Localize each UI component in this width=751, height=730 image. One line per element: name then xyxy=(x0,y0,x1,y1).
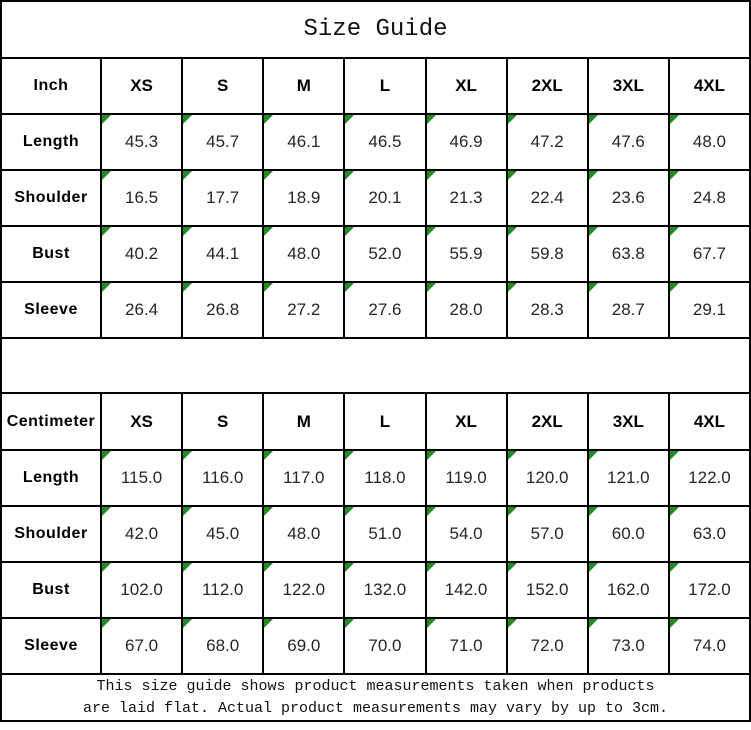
value-cell xyxy=(345,171,426,225)
measurement-value: 48.0 xyxy=(287,524,321,543)
value-cell xyxy=(264,227,345,281)
value-cell xyxy=(264,283,345,337)
row-label: Shoulder xyxy=(2,171,102,225)
excel-flag-triangle-icon xyxy=(345,227,354,236)
value-cell xyxy=(183,115,264,169)
value-cell xyxy=(427,115,508,169)
measurement-value: 152.0 xyxy=(525,580,569,599)
value-cell xyxy=(427,227,508,281)
measurement-value: 46.5 xyxy=(368,132,402,151)
excel-flag-triangle-icon xyxy=(670,507,679,516)
excel-flag-triangle-icon xyxy=(102,227,111,236)
measurement-value: 67.7 xyxy=(692,244,726,263)
value-cell xyxy=(670,283,749,337)
excel-flag-triangle-icon xyxy=(670,619,679,628)
value-cell xyxy=(345,227,426,281)
measurement-value: 112.0 xyxy=(202,580,244,599)
value-cell xyxy=(102,171,183,225)
excel-flag-triangle-icon xyxy=(508,227,517,236)
excel-flag-triangle-icon xyxy=(427,451,436,460)
measurement-value: 54.0 xyxy=(449,524,483,543)
measurement-value: 48.0 xyxy=(692,132,726,151)
excel-flag-triangle-icon xyxy=(508,171,517,180)
table-row-inch-length xyxy=(2,115,749,171)
size-header: XS xyxy=(102,394,183,449)
excel-flag-triangle-icon xyxy=(508,507,517,516)
value-cell xyxy=(345,115,426,169)
measurement-value: 72.0 xyxy=(530,636,564,655)
unit-header-inch: Inch xyxy=(2,59,102,113)
size-header: XL xyxy=(427,59,508,113)
excel-flag-triangle-icon xyxy=(427,619,436,628)
measurement-value: 60.0 xyxy=(611,524,645,543)
measurement-value: 46.1 xyxy=(287,132,321,151)
value-cell xyxy=(102,115,183,169)
excel-flag-triangle-icon xyxy=(102,451,111,460)
value-cell xyxy=(264,619,345,673)
excel-flag-triangle-icon xyxy=(264,507,273,516)
value-cell xyxy=(102,227,183,281)
value-cell xyxy=(670,227,749,281)
table-row-cm-sleeve xyxy=(2,619,749,675)
excel-flag-triangle-icon xyxy=(102,115,111,124)
excel-flag-triangle-icon xyxy=(264,451,273,460)
measurement-value: 26.8 xyxy=(206,300,240,319)
measurement-value: 48.0 xyxy=(287,244,321,263)
excel-flag-triangle-icon xyxy=(508,619,517,628)
value-cell xyxy=(427,451,508,505)
footer-note-line1: This size guide shows product measurements taken when products xyxy=(96,677,655,695)
value-cell xyxy=(102,563,183,617)
row-label: Bust xyxy=(2,227,102,281)
excel-flag-triangle-icon xyxy=(427,115,436,124)
measurement-value: 63.0 xyxy=(692,524,726,543)
table-row-inch-shoulder xyxy=(2,171,749,227)
excel-flag-triangle-icon xyxy=(264,619,273,628)
excel-flag-triangle-icon xyxy=(183,619,192,628)
table-row-inch-sleeve xyxy=(2,283,749,339)
value-cell xyxy=(508,507,589,561)
value-cell xyxy=(183,507,264,561)
value-cell xyxy=(670,451,749,505)
size-header: XS xyxy=(102,59,183,113)
measurement-value: 115.0 xyxy=(120,468,163,487)
measurement-value: 51.0 xyxy=(368,524,402,543)
measurement-value: 67.0 xyxy=(125,636,159,655)
excel-flag-triangle-icon xyxy=(183,507,192,516)
excel-flag-triangle-icon xyxy=(589,283,598,292)
value-cell xyxy=(264,507,345,561)
measurement-value: 44.1 xyxy=(206,244,240,263)
value-cell xyxy=(589,283,670,337)
excel-flag-triangle-icon xyxy=(508,283,517,292)
size-header: 3XL xyxy=(589,394,670,449)
excel-flag-triangle-icon xyxy=(345,563,354,572)
size-header: 2XL xyxy=(508,394,589,449)
value-cell xyxy=(508,283,589,337)
value-cell xyxy=(427,619,508,673)
measurement-value: 28.0 xyxy=(449,300,483,319)
excel-flag-triangle-icon xyxy=(345,507,354,516)
size-header: M xyxy=(264,394,345,449)
value-cell xyxy=(183,563,264,617)
measurement-value: 119.0 xyxy=(445,468,487,487)
measurement-value: 57.0 xyxy=(530,524,564,543)
value-cell xyxy=(183,451,264,505)
table-row-cm-bust xyxy=(2,563,749,619)
row-label: Length xyxy=(2,115,102,169)
excel-flag-triangle-icon xyxy=(102,619,111,628)
value-cell xyxy=(508,115,589,169)
value-cell xyxy=(670,619,749,673)
excel-flag-triangle-icon xyxy=(102,171,111,180)
value-cell xyxy=(427,171,508,225)
measurement-value: 28.3 xyxy=(530,300,564,319)
measurement-value: 69.0 xyxy=(287,636,321,655)
excel-flag-triangle-icon xyxy=(427,227,436,236)
value-cell xyxy=(589,563,670,617)
excel-flag-triangle-icon xyxy=(102,563,111,572)
excel-flag-triangle-icon xyxy=(427,563,436,572)
excel-flag-triangle-icon xyxy=(589,451,598,460)
value-cell xyxy=(589,171,670,225)
measurement-value: 121.0 xyxy=(607,468,650,487)
table-row-inch-bust xyxy=(2,227,749,283)
value-cell xyxy=(670,563,749,617)
size-header: L xyxy=(345,59,426,113)
value-cell xyxy=(427,563,508,617)
measurement-value: 102.0 xyxy=(120,580,163,599)
measurement-value: 40.2 xyxy=(125,244,159,263)
measurement-value: 16.5 xyxy=(125,188,159,207)
excel-flag-triangle-icon xyxy=(508,451,517,460)
measurement-value: 17.7 xyxy=(206,188,240,207)
measurement-value: 26.4 xyxy=(125,300,159,319)
measurement-value: 70.0 xyxy=(368,636,402,655)
size-header: M xyxy=(264,59,345,113)
measurement-value: 52.0 xyxy=(368,244,402,263)
value-cell xyxy=(508,227,589,281)
value-cell xyxy=(264,563,345,617)
row-label: Sleeve xyxy=(2,283,102,337)
value-cell xyxy=(670,507,749,561)
value-cell xyxy=(589,227,670,281)
value-cell xyxy=(427,507,508,561)
measurement-value: 73.0 xyxy=(611,636,645,655)
excel-flag-triangle-icon xyxy=(264,283,273,292)
value-cell xyxy=(102,451,183,505)
value-cell xyxy=(183,171,264,225)
measurement-value: 118.0 xyxy=(364,468,406,487)
value-cell xyxy=(183,283,264,337)
measurement-value: 172.0 xyxy=(688,580,731,599)
measurement-value: 117.0 xyxy=(283,468,325,487)
excel-flag-triangle-icon xyxy=(670,563,679,572)
value-cell xyxy=(264,115,345,169)
excel-flag-triangle-icon xyxy=(345,451,354,460)
measurement-value: 162.0 xyxy=(607,580,650,599)
measurement-value: 28.7 xyxy=(611,300,645,319)
excel-flag-triangle-icon xyxy=(183,115,192,124)
value-cell xyxy=(102,507,183,561)
page-title: Size Guide xyxy=(303,16,448,43)
measurement-value: 122.0 xyxy=(282,580,326,599)
centimeter-table-header-row xyxy=(2,394,749,451)
value-cell xyxy=(589,507,670,561)
excel-flag-triangle-icon xyxy=(183,563,192,572)
measurement-value: 27.2 xyxy=(287,300,321,319)
excel-flag-triangle-icon xyxy=(670,227,679,236)
size-header: XL xyxy=(427,394,508,449)
excel-flag-triangle-icon xyxy=(427,171,436,180)
excel-flag-triangle-icon xyxy=(508,115,517,124)
inch-table-header-row xyxy=(2,59,749,115)
measurement-value: 45.7 xyxy=(206,132,240,151)
size-header: S xyxy=(183,394,264,449)
excel-flag-triangle-icon xyxy=(589,507,598,516)
value-cell xyxy=(589,115,670,169)
value-cell xyxy=(589,451,670,505)
measurement-value: 18.9 xyxy=(287,188,321,207)
value-cell xyxy=(508,171,589,225)
measurement-value: 71.0 xyxy=(449,636,483,655)
row-label: Length xyxy=(2,451,102,505)
excel-flag-triangle-icon xyxy=(589,115,598,124)
excel-flag-triangle-icon xyxy=(589,563,598,572)
measurement-value: 120.0 xyxy=(525,468,569,487)
measurement-value: 47.6 xyxy=(611,132,645,151)
excel-flag-triangle-icon xyxy=(345,619,354,628)
measurement-value: 122.0 xyxy=(688,468,731,487)
excel-flag-triangle-icon xyxy=(345,283,354,292)
measurement-value: 21.3 xyxy=(449,188,483,207)
measurement-value: 45.0 xyxy=(206,524,240,543)
excel-flag-triangle-icon xyxy=(264,563,273,572)
value-cell xyxy=(345,283,426,337)
excel-flag-triangle-icon xyxy=(589,619,598,628)
size-header: 2XL xyxy=(508,59,589,113)
value-cell xyxy=(345,563,426,617)
value-cell xyxy=(102,283,183,337)
value-cell xyxy=(345,451,426,505)
excel-flag-triangle-icon xyxy=(264,227,273,236)
excel-flag-triangle-icon xyxy=(345,171,354,180)
measurement-value: 45.3 xyxy=(125,132,159,151)
measurement-value: 20.1 xyxy=(368,188,402,207)
measurement-value: 142.0 xyxy=(444,580,488,599)
measurement-value: 47.2 xyxy=(530,132,564,151)
row-label: Shoulder xyxy=(2,507,102,561)
excel-flag-triangle-icon xyxy=(102,283,111,292)
excel-flag-triangle-icon xyxy=(264,171,273,180)
title-row xyxy=(2,2,749,59)
measurement-value: 46.9 xyxy=(449,132,483,151)
table-row-cm-length xyxy=(2,451,749,507)
value-cell xyxy=(264,171,345,225)
measurement-value: 68.0 xyxy=(206,636,240,655)
excel-flag-triangle-icon xyxy=(670,171,679,180)
size-header: S xyxy=(183,59,264,113)
excel-flag-triangle-icon xyxy=(589,227,598,236)
size-header: 4XL xyxy=(693,411,726,431)
excel-flag-triangle-icon xyxy=(508,563,517,572)
measurement-value: 55.9 xyxy=(449,244,483,263)
row-label: Sleeve xyxy=(2,619,102,673)
size-header: L xyxy=(345,394,426,449)
excel-flag-triangle-icon xyxy=(589,171,598,180)
row-label: Bust xyxy=(2,563,102,617)
measurement-value: 23.6 xyxy=(611,188,645,207)
footer-note xyxy=(2,675,749,720)
measurement-value: 63.8 xyxy=(611,244,645,263)
value-cell xyxy=(427,283,508,337)
value-cell xyxy=(508,451,589,505)
value-cell xyxy=(670,171,749,225)
excel-flag-triangle-icon xyxy=(427,283,436,292)
table-row-cm-shoulder xyxy=(2,507,749,563)
unit-header-centimeter: Centimeter xyxy=(2,394,102,449)
value-cell xyxy=(508,563,589,617)
measurement-value: 27.6 xyxy=(368,300,402,319)
value-cell xyxy=(264,451,345,505)
measurement-value: 59.8 xyxy=(530,244,564,263)
measurement-value: 42.0 xyxy=(125,524,159,543)
excel-flag-triangle-icon xyxy=(183,451,192,460)
excel-flag-triangle-icon xyxy=(183,283,192,292)
excel-flag-triangle-icon xyxy=(183,227,192,236)
size-header: 4XL xyxy=(693,76,726,95)
excel-flag-triangle-icon xyxy=(183,171,192,180)
value-cell xyxy=(508,619,589,673)
value-cell xyxy=(102,619,183,673)
excel-flag-triangle-icon xyxy=(102,507,111,516)
excel-flag-triangle-icon xyxy=(264,115,273,124)
excel-flag-triangle-icon xyxy=(670,283,679,292)
excel-flag-triangle-icon xyxy=(670,115,679,124)
excel-flag-triangle-icon xyxy=(670,451,679,460)
value-cell xyxy=(183,227,264,281)
measurement-value: 22.4 xyxy=(530,188,564,207)
measurement-value: 29.1 xyxy=(692,300,726,319)
footer-note-line2: are laid flat. Actual product measurements may vary by up to 3cm. xyxy=(82,699,669,717)
measurement-value: 74.0 xyxy=(692,636,726,655)
value-cell xyxy=(345,507,426,561)
table-spacer-row xyxy=(2,339,749,394)
measurement-value: 24.8 xyxy=(692,188,726,207)
value-cell xyxy=(183,619,264,673)
excel-flag-triangle-icon xyxy=(427,507,436,516)
measurement-value: 132.0 xyxy=(363,580,407,599)
value-cell xyxy=(589,619,670,673)
size-header: 3XL xyxy=(589,59,670,113)
measurement-value: 116.0 xyxy=(202,468,244,487)
value-cell xyxy=(670,115,749,169)
value-cell xyxy=(345,619,426,673)
excel-flag-triangle-icon xyxy=(345,115,354,124)
